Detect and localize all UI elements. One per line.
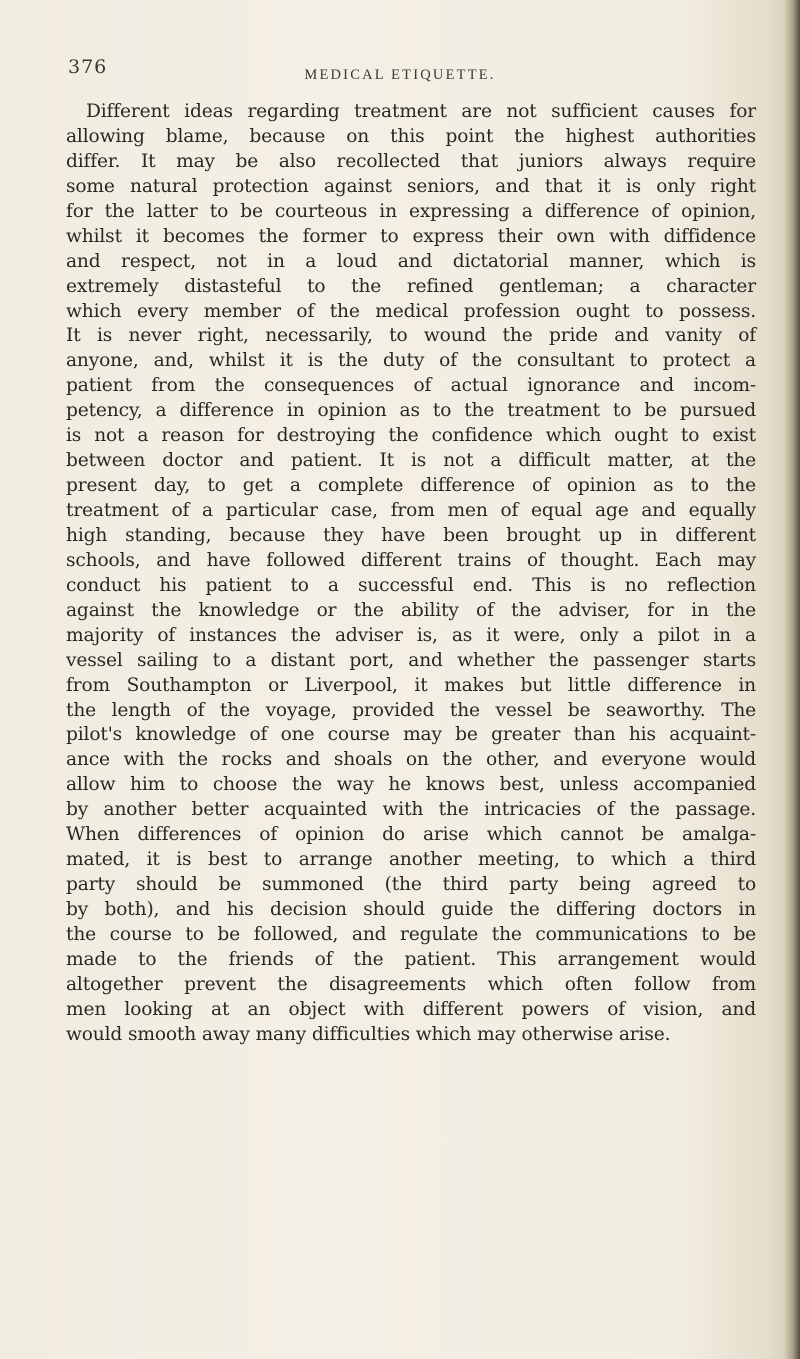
text-line: and respect, not in a loud and dictatorial manner, which is [66,250,756,272]
text-line: for the latter to be courteous in expressing a difference of opinion, [66,200,756,222]
text-line: present day, to get a complete difference of opinion as to the [66,475,756,497]
text-line: allowing blame, because on this point the highest authorities [66,125,756,147]
text-line: some natural protection against seniors, and that it is only right [66,175,756,197]
text-line: Different ideas regarding treatment are not sufficient causes for [86,101,756,122]
page-number: 376 [68,56,108,78]
text-line: by both), and his decision should guide the differing doctors in [66,899,756,920]
text-line: between doctor and patient. It is not a difficult matter, at the [66,450,756,472]
text-line: is not a reason for destroying the confidence which ought to exist [66,425,756,447]
text-line: treatment of a particular case, from men of equal age and equally [66,500,756,521]
text-line: mated, it is best to arrange another meeting, to which a third [66,849,756,871]
text-line: patient from the consequences of actual ignorance and incom- [66,375,756,397]
running-head: MEDICAL ETIQUETTE. [304,67,496,83]
text-line: conduct his patient to a successful end. This is no reflection [66,574,756,596]
text-line: against the knowledge or the ability of the adviser, for in the [66,599,756,621]
text-line: party should be summoned (the third party being agreed to [66,874,756,896]
text-line: made to the friends of the patient. This arrangement would [66,948,756,970]
text-line: extremely distasteful to the refined gentleman; a character [66,275,756,297]
text-line: whilst it becomes the former to express their own with diffidence [66,225,756,247]
text-line: schools, and have followed different trains of thought. Each may [66,549,756,571]
text-line: men looking at an object with different powers of vision, and [66,998,756,1020]
text-line: differ. It may be also recollected that juniors always require [66,150,756,172]
text-line: vessel sailing to a distant port, and whether the passenger starts [66,649,756,671]
text-line: When differences of opinion do arise which cannot be amalga- [66,824,756,846]
text-line: ance with the rocks and shoals on the other, and everyone would [66,749,756,771]
text-line: anyone, and, whilst it is the duty of the consultant to protect a [66,350,756,372]
text-line: which every member of the medical profession ought to possess. [66,300,756,322]
body-paragraph [66,100,756,1048]
text-line: pilot's knowledge of one course may be greater than his acquaint- [66,724,756,746]
text-line: the length of the voyage, provided the vessel be seaworthy. The [66,699,756,721]
text-line: petency, a difference in opinion as to the treatment to be pursued [66,400,756,422]
text-line: would smooth away many difficulties which may otherwise arise. [66,1023,671,1045]
text-line: allow him to choose the way he knows best, unless accompanied [66,774,756,796]
text-line: altogether prevent the disagreements which often follow from [66,973,756,995]
text-line: by another better acquainted with the intricacies of the passage. [66,799,756,821]
page-edge-shadow [784,0,800,1359]
text-line: high standing, because they have been brought up in different [66,524,756,546]
text-line: the course to be followed, and regulate the communications to be [66,923,756,945]
text-line: majority of instances the adviser is, as it were, only a pilot in a [66,624,756,646]
text-line: from Southampton or Liverpool, it makes but little difference in [66,674,756,696]
text-line: It is never right, necessarily, to wound the pride and vanity of [66,325,756,347]
